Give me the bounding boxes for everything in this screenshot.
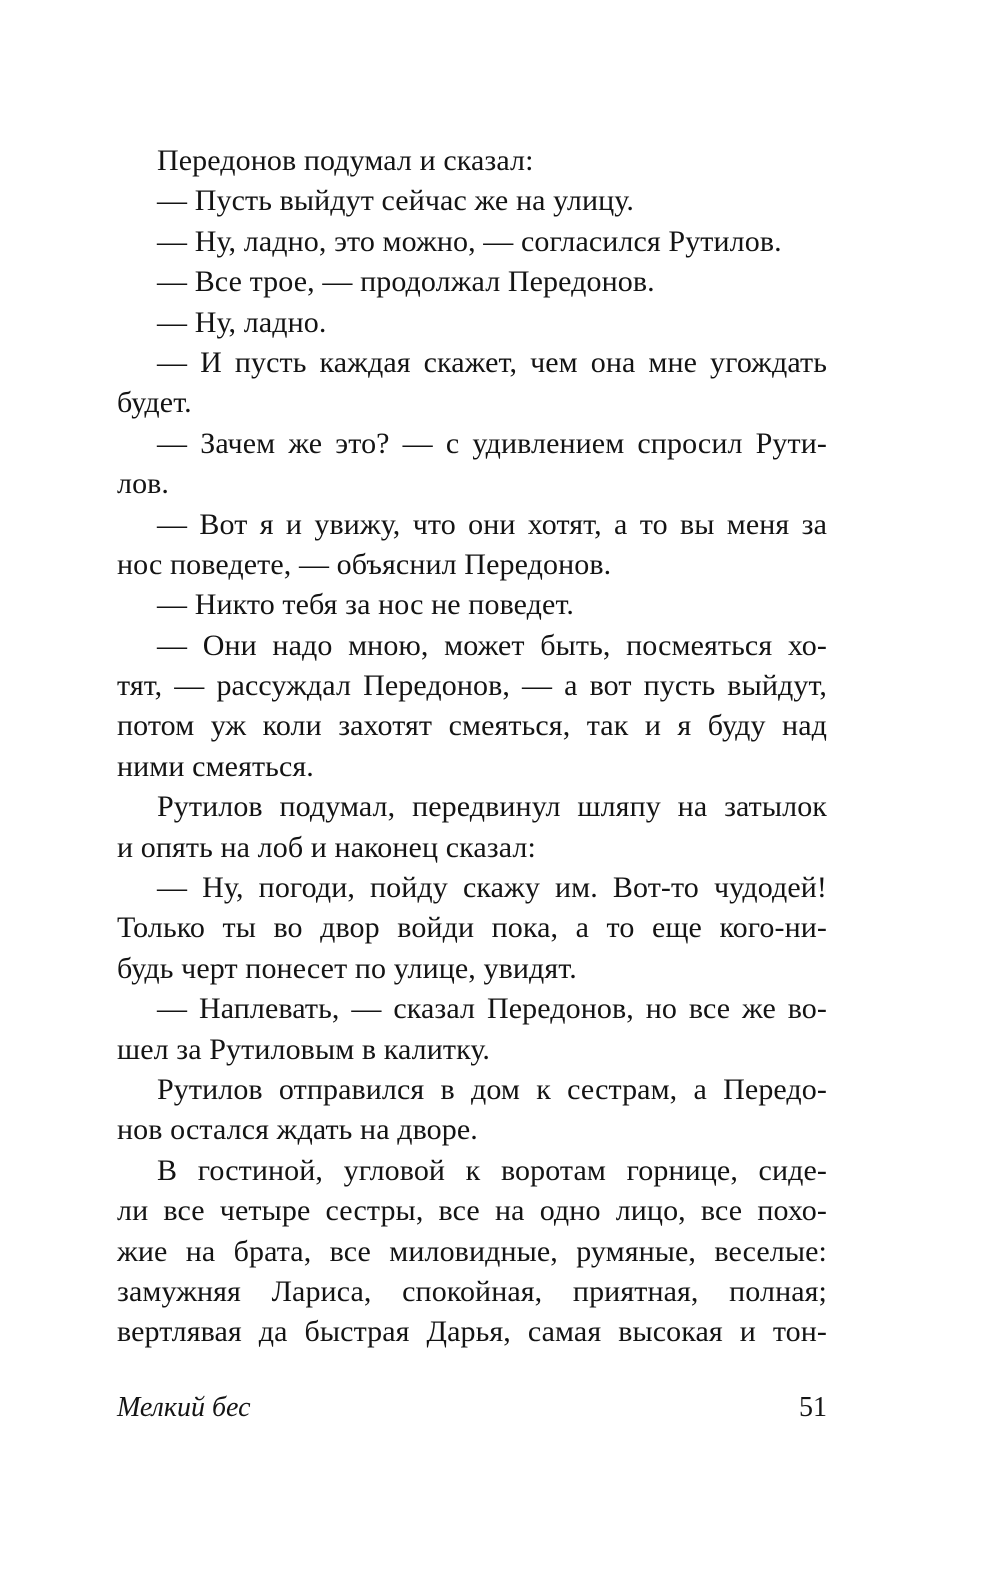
text-line-11: нос поведете, — объяснил Передонов. [117, 547, 612, 581]
text-line-27: ли все четыре сестры, все на одно лицо, все похо- [117, 1194, 827, 1228]
text-line-18: и опять на лоб и наконец сказал: [117, 830, 536, 864]
running-title: Мелкий бес [117, 1392, 251, 1423]
text-line-6: — И пусть каждая скажет, чем она мне угождать [157, 345, 827, 379]
text-line-12: — Никто тебя за нос не поведет. [157, 588, 575, 622]
text-line-8: — Зачем же это? — с удивлением спросил Рути- [157, 426, 827, 460]
text-line-7: будет. [117, 386, 192, 420]
text-line-3: — Ну, ладно, это можно, — согласился Рутилов. [157, 224, 782, 258]
text-line-2: — Пусть выйдут сейчас же на улицу. [157, 184, 634, 218]
text-line-10: — Вот я и увижу, что они хотят, а то вы меня за [157, 507, 827, 541]
text-line-16: ними смеяться. [117, 749, 314, 783]
text-line-17: Рутилов подумал, передвинул шляпу на затылок [157, 790, 827, 824]
page-number: 51 [799, 1392, 827, 1423]
page-body [117, 141, 827, 1353]
text-line-1: Передонов подумал и сказал: [157, 144, 534, 177]
text-line-26: В гостиной, угловой к воротам горнице, сиде- [157, 1153, 827, 1187]
text-line-25: нов остался ждать на дворе. [117, 1113, 478, 1147]
text-line-5: — Ну, ладно. [157, 305, 327, 339]
text-line-20: Только ты во двор войди пока, а то еще кого-ни- [117, 911, 827, 945]
text-line-19: — Ну, погоди, пойду скажу им. Вот-то чудодей! [157, 871, 827, 905]
text-line-22: — Наплевать, — сказал Передонов, но все же во- [157, 992, 827, 1026]
text-line-13: — Они надо мною, может быть, посмеяться хо- [157, 628, 827, 662]
text-line-9: лов. [117, 467, 170, 501]
text-line-21: будь черт понесет по улице, увидят. [117, 951, 577, 985]
text-line-15: потом уж коли захотят смеяться, так и я буду над [117, 709, 827, 743]
page-footer [117, 1388, 827, 1428]
text-line-29: замужняя Лариса, спокойная, приятная, полная; [117, 1274, 827, 1308]
text-line-28: жие на брата, все миловидные, румяные, веселые: [117, 1234, 827, 1268]
text-line-23: шел за Рутиловым в калитку. [117, 1032, 491, 1066]
text-line-14: тят, — рассуждал Передонов, — а вот пусть выйдут, [117, 669, 827, 703]
text-line-24: Рутилов отправился в дом к сестрам, а Передо- [157, 1072, 827, 1106]
text-line-4: — Все трое, — продолжал Передонов. [157, 265, 655, 299]
text-line-30: вертлявая да быстрая Дарья, самая высокая и тон- [117, 1315, 827, 1349]
